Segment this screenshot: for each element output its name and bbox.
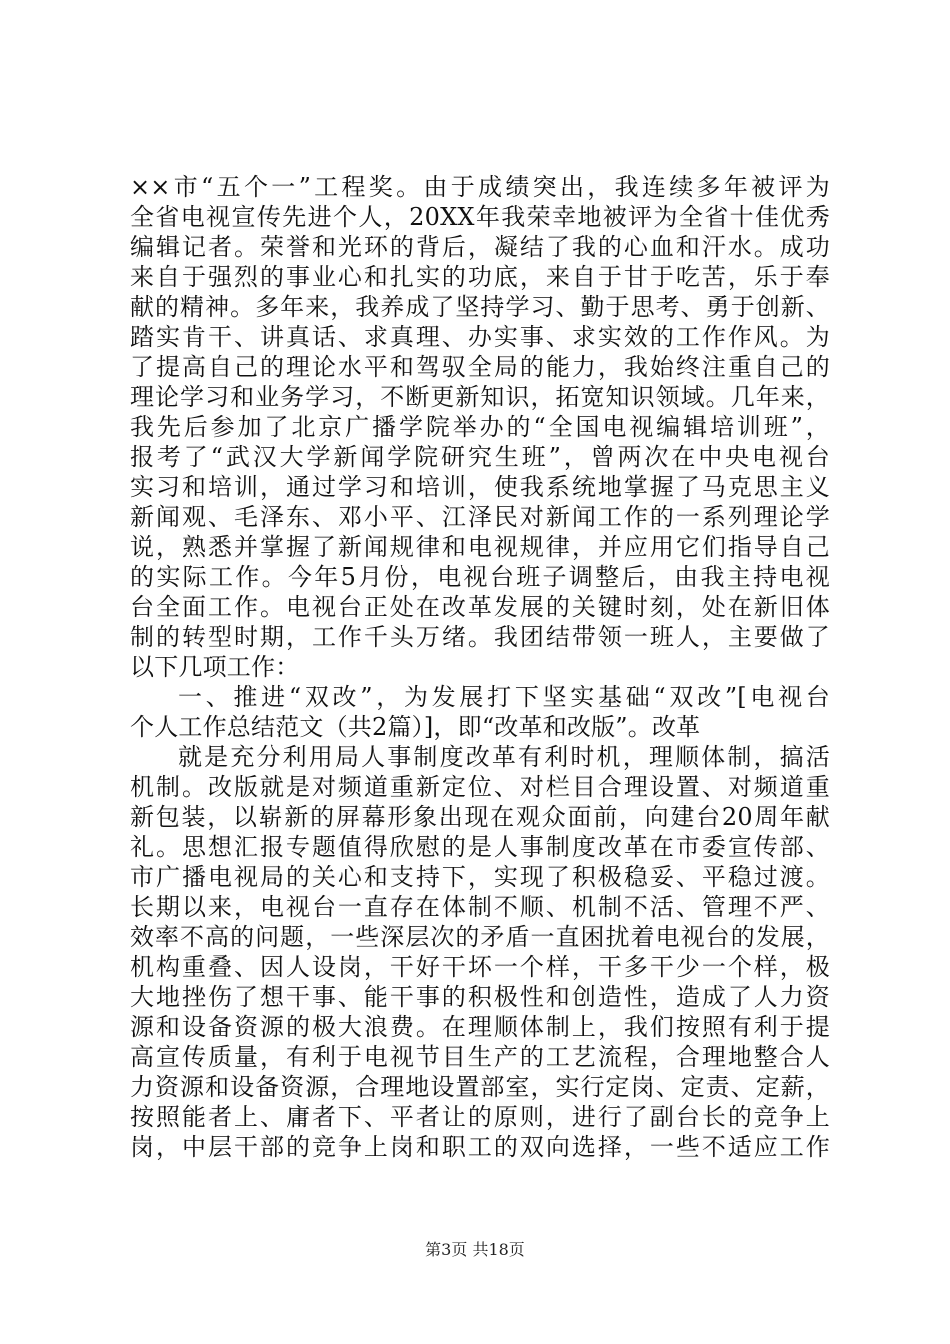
page-number-footer: 第3页 共18页 <box>425 1240 525 1259</box>
text-line: 全省电视宣传先进个人，20XX年我荣幸地被评为全省十佳优秀 <box>130 203 830 231</box>
text-line-heading: 一、推进“双改”，为发展打下坚实基础“双改”[电视台 <box>178 683 830 711</box>
text-line: 机构重叠、因人设岗，干好干坏一个样，干多干少一个样，极 <box>130 953 830 981</box>
text-line: 力资源和设备资源，合理地设置部室，实行定岗、定责、定薪， <box>130 1073 830 1101</box>
text-line: 的实际工作。今年5月份，电视台班子调整后，由我主持电视 <box>130 563 830 591</box>
text-line: 编辑记者。荣誉和光环的背后，凝结了我的心血和汗水。成功 <box>130 233 830 261</box>
text-line: 按照能者上、庸者下、平者让的原则，进行了副台长的竞争上 <box>130 1103 830 1131</box>
text-line: 就是充分利用局人事制度改革有利时机，理顺体制，搞活 <box>178 743 830 771</box>
text-line: 岗，中层干部的竞争上岗和职工的双向选择，一些不适应工作 <box>130 1133 830 1161</box>
document-body <box>130 172 830 1162</box>
text-line: ××市“五个一”工程奖。由于成绩突出，我连续多年被评为 <box>130 173 830 201</box>
text-line: 效率不高的问题，一些深层次的矛盾一直困扰着电视台的发展， <box>130 923 830 951</box>
text-line: 踏实肯干、讲真话、求真理、办实事、求实效的工作作风。为 <box>130 323 830 351</box>
text-line: 制的转型时期，工作千头万绪。我团结带领一班人，主要做了 <box>130 623 830 651</box>
text-line: 新包装，以崭新的屏幕形象出现在观众面前，向建台20周年献 <box>130 803 830 831</box>
text-line: 报考了“武汉大学新闻学院研究生班”，曾两次在中央电视台 <box>130 443 830 471</box>
text-line: 台全面工作。电视台正处在改革发展的关键时刻，处在新旧体 <box>130 593 830 621</box>
text-line: 我先后参加了北京广播学院举办的“全国电视编辑培训班”， <box>130 413 830 441</box>
text-line: 理论学习和业务学习，不断更新知识，拓宽知识领域。几年来， <box>130 383 830 411</box>
text-line: 高宣传质量，有利于电视节目生产的工艺流程，合理地整合人 <box>130 1043 830 1071</box>
text-line: 实习和培训，通过学习和培训，使我系统地掌握了马克思主义 <box>130 473 830 501</box>
text-line: 个人工作总结范文（共2篇）]，即“改革和改版”。改革 <box>130 713 701 741</box>
text-line: 来自于强烈的事业心和扎实的功底，来自于甘于吃苦，乐于奉 <box>130 263 830 291</box>
text-line: 了提高自己的理论水平和驾驭全局的能力，我始终注重自己的 <box>130 353 830 381</box>
text-line: 新闻观、毛泽东、邓小平、江泽民对新闻工作的一系列理论学 <box>130 503 830 531</box>
text-line: 机制。改版就是对频道重新定位、对栏目合理设置、对频道重 <box>130 773 830 801</box>
text-line: 市广播电视局的关心和支持下，实现了积极稳妥、平稳过渡。 <box>130 863 830 891</box>
text-line: 长期以来，电视台一直存在体制不顺、机制不活、管理不严、 <box>130 893 830 921</box>
text-line: 礼。思想汇报专题值得欣慰的是人事制度改革在市委宣传部、 <box>130 833 830 861</box>
text-line: 献的精神。多年来，我养成了坚持学习、勤于思考、勇于创新、 <box>130 293 830 321</box>
text-line: 以下几项工作： <box>130 653 300 681</box>
text-line: 源和设备资源的极大浪费。在理顺体制上，我们按照有利于提 <box>130 1013 830 1041</box>
text-line: 大地挫伤了想干事、能干事的积极性和创造性，造成了人力资 <box>130 983 830 1011</box>
text-line: 说，熟悉并掌握了新闻规律和电视规律，并应用它们指导自己 <box>130 533 830 561</box>
